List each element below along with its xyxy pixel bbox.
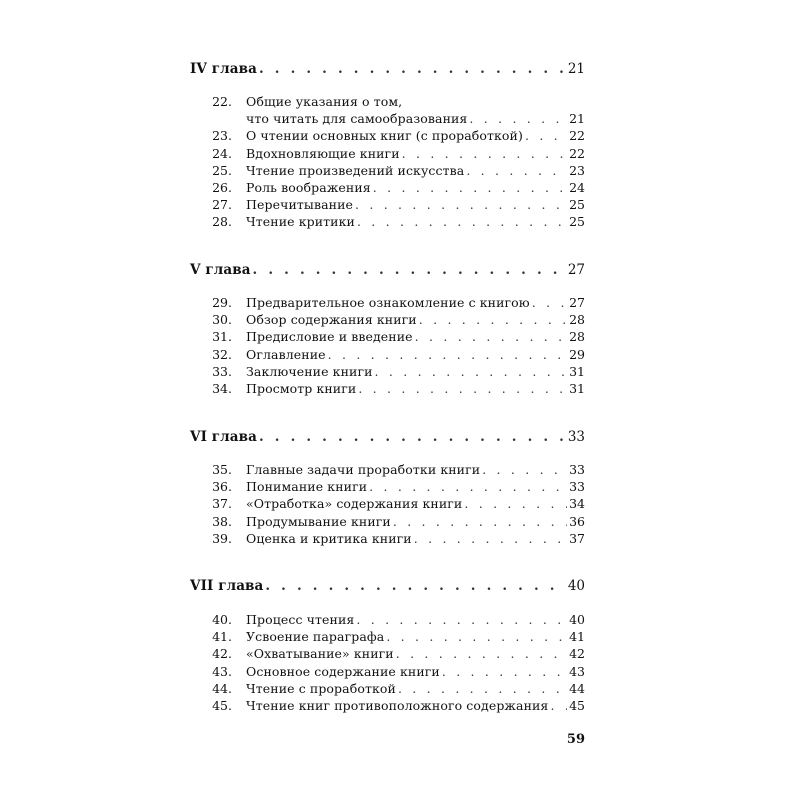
toc-entry [190, 680, 585, 697]
leader-dots [550, 697, 567, 714]
chapter-heading [190, 262, 585, 279]
entry-page: 43 [569, 663, 585, 679]
entry-number: 31. [212, 329, 232, 345]
entry-number: 41. [212, 629, 232, 645]
toc-entry [190, 478, 585, 495]
leader-dots [259, 429, 566, 446]
leader-dots [469, 110, 567, 127]
entry-number: 30. [212, 312, 232, 328]
toc-entry [190, 513, 585, 530]
chapter-heading [190, 429, 585, 446]
entry-title: Роль воображения [246, 179, 371, 195]
leader-dots [355, 196, 567, 213]
entry-page: 28 [569, 329, 585, 345]
leader-dots [482, 461, 567, 478]
entry-title: Обзор содержания книги [246, 312, 417, 328]
chapter-page: 40 [567, 578, 585, 594]
entry-number: 26. [212, 179, 232, 195]
leader-dots [375, 363, 567, 380]
chapter-heading [190, 578, 585, 595]
toc-entry [190, 127, 585, 144]
leader-dots [386, 628, 567, 645]
entry-title: Предварительное ознакомление с книгою [246, 295, 530, 310]
entry-page: 31 [569, 363, 585, 379]
entry-number: 29. [212, 295, 232, 310]
entry-title: Перечитывание [246, 197, 354, 213]
leader-dots [398, 680, 567, 697]
entry-title: Процесс чтения [246, 612, 355, 627]
leader-dots [253, 262, 566, 279]
chapter-heading [190, 61, 585, 78]
entry-title: Предисловие и введение [246, 329, 413, 345]
entry-page: 22 [569, 145, 585, 161]
leader-dots [358, 380, 567, 397]
entry-page: 37 [569, 530, 585, 546]
leader-dots [402, 145, 567, 162]
leader-dots [442, 663, 567, 680]
toc-entry [190, 697, 585, 714]
leader-dots [464, 495, 567, 512]
entry-page: 29 [569, 346, 585, 362]
entry-title: Заключение книги [246, 363, 373, 379]
toc-entry [190, 213, 585, 230]
entry-number: 27. [212, 197, 232, 213]
entry-title: Оценка и критика книги [246, 530, 412, 546]
entry-page: 45 [569, 697, 585, 713]
toc-entry [190, 162, 585, 179]
entry-page: 33 [569, 462, 585, 477]
entry-number: 22. [212, 94, 232, 109]
leader-dots [525, 127, 567, 144]
entry-title: Понимание книги [246, 479, 368, 495]
toc-entry [190, 328, 585, 345]
toc-entry [190, 145, 585, 162]
chapter-page: 21 [567, 61, 585, 77]
entry-page: 22 [569, 128, 585, 144]
chapter-page: 33 [567, 429, 585, 445]
entry-title: Основное содержание книги [246, 663, 440, 679]
toc-entry [190, 311, 585, 328]
toc-entry [190, 196, 585, 213]
chapter-title: VI глава [190, 429, 257, 445]
entry-page: 33 [569, 479, 585, 495]
toc-entry [190, 495, 585, 512]
leader-dots [328, 346, 567, 363]
entry-number: 33. [212, 363, 232, 379]
entry-list [190, 93, 585, 231]
toc-entry [190, 346, 585, 363]
entry-number: 44. [212, 680, 232, 696]
entry-page: 27 [569, 295, 585, 310]
leader-dots [415, 328, 567, 345]
entry-page: 34 [569, 496, 585, 512]
entry-page: 42 [569, 646, 585, 662]
leader-dots [265, 578, 565, 595]
entry-title: Оглавление [246, 346, 326, 362]
entry-page: 36 [569, 513, 585, 529]
entry-list [190, 461, 585, 547]
toc-entry [190, 461, 585, 478]
entry-number: 34. [212, 380, 232, 396]
entry-page: 44 [569, 680, 585, 696]
entry-number: 36. [212, 479, 232, 495]
entry-title: Чтение с проработкой [246, 680, 396, 696]
toc-entry [190, 645, 585, 662]
chapter-title: V глава [190, 262, 251, 278]
entry-page: 31 [569, 380, 585, 396]
toc-entry [190, 363, 585, 380]
toc-entry [190, 530, 585, 547]
entry-number: 25. [212, 162, 232, 178]
entry-page: 28 [569, 312, 585, 328]
entry-title: О чтении основных книг (с проработкой) [246, 128, 523, 144]
entry-title: Вдохновляющие книги [246, 145, 400, 161]
entry-title: «Охватывание» книги [246, 646, 394, 662]
entry-page: 41 [569, 629, 585, 645]
entry-title: «Отработка» содержания книги [246, 496, 463, 512]
leader-dots [259, 61, 566, 78]
leader-dots [393, 513, 567, 530]
entry-number: 42. [212, 646, 232, 662]
entry-page: 21 [569, 111, 585, 127]
entry-number: 35. [212, 462, 232, 477]
toc-entry [190, 179, 585, 196]
toc-entry [190, 611, 585, 628]
entry-number: 39. [212, 530, 232, 546]
entry-page: 40 [569, 612, 585, 627]
entry-title: Чтение произведений искусства [246, 162, 465, 178]
leader-dots [396, 645, 567, 662]
entry-number: 40. [212, 612, 232, 627]
leader-dots [414, 530, 567, 547]
leader-dots [532, 294, 567, 311]
entry-page: 25 [569, 214, 585, 230]
entry-title: что читать для самообразования [246, 111, 468, 127]
entry-title: Чтение критики [246, 214, 355, 230]
entry-title-line1: Общие указания о том, [246, 94, 403, 109]
leader-dots [356, 611, 567, 628]
toc-entry [190, 93, 585, 127]
entry-title: Главные задачи проработки книги [246, 462, 481, 477]
entry-number: 45. [212, 697, 232, 713]
entry-number: 38. [212, 513, 232, 529]
entry-number: 24. [212, 145, 232, 161]
entry-page: 23 [569, 162, 585, 178]
entry-title: Чтение книг противоположного содержания [246, 697, 549, 713]
chapter-page: 27 [567, 262, 585, 278]
entry-title: Просмотр книги [246, 380, 357, 396]
chapter-title: IV глава [190, 61, 257, 77]
entry-list [190, 294, 585, 397]
entry-list [190, 611, 585, 714]
entry-page: 25 [569, 197, 585, 213]
entry-number: 32. [212, 346, 232, 362]
entry-number: 28. [212, 214, 232, 230]
entry-title: Усвоение параграфа [246, 629, 385, 645]
entry-number: 37. [212, 496, 232, 512]
toc-entry [190, 380, 585, 397]
entry-title: Продумывание книги [246, 513, 391, 529]
leader-dots [466, 162, 567, 179]
page-number: 59 [566, 732, 585, 747]
toc-entry [190, 628, 585, 645]
leader-dots [357, 213, 567, 230]
leader-dots [369, 478, 567, 495]
toc-entry [190, 663, 585, 680]
toc-entry [190, 294, 585, 311]
entry-number: 43. [212, 663, 232, 679]
leader-dots [373, 179, 567, 196]
leader-dots [419, 311, 567, 328]
entry-page: 24 [569, 179, 585, 195]
entry-number: 23. [212, 128, 232, 144]
chapter-title: VII глава [190, 578, 264, 594]
